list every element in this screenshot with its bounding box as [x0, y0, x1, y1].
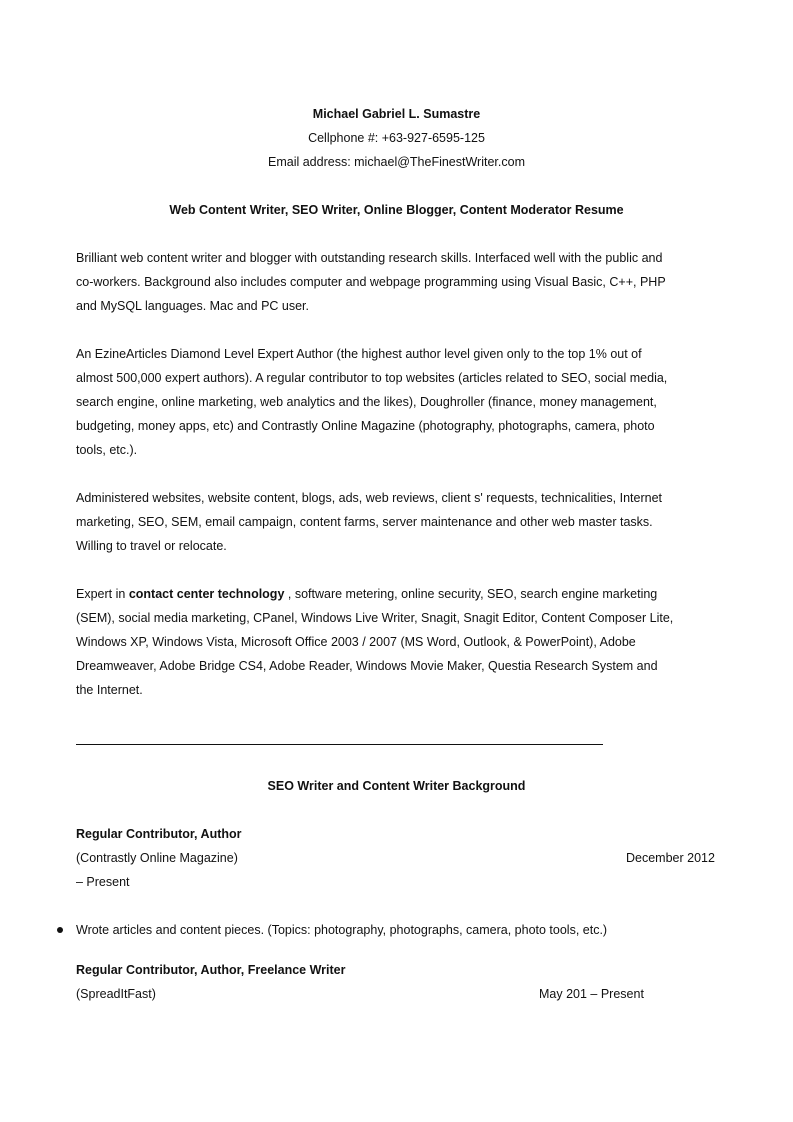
- job2-date: May 201 – Present: [539, 987, 644, 1001]
- summary-paragraph-3: [76, 486, 716, 558]
- email-line: Email address: michael@TheFinestWriter.com: [268, 155, 525, 169]
- job1-company: (Contrastly Online Magazine): [76, 851, 238, 865]
- summary-paragraph-2: [76, 342, 716, 462]
- summary-p1-line: Brilliant web content writer and blogger with outstanding research skills. Interfaced well with the public and: [76, 251, 663, 265]
- background-heading: SEO Writer and Content Writer Background: [267, 779, 526, 793]
- summary-p4-line: Windows XP, Windows Vista, Microsoft Office 2003 / 2007 (MS Word, Outlook, & PowerPoint), Adobe: [76, 635, 636, 649]
- summary-paragraph-4: [76, 582, 716, 702]
- resume-title: Web Content Writer, SEO Writer, Online Blogger, Content Moderator Resume: [169, 203, 624, 217]
- summary-p2-line: tools, etc.).: [76, 443, 138, 457]
- job1-date: December 2012: [626, 851, 715, 865]
- summary-paragraph-1: [76, 246, 716, 318]
- section-divider: [76, 744, 603, 745]
- summary-p1-line: co-workers. Background also includes computer and webpage programming using Visual Basic, C++, PHP: [76, 275, 666, 289]
- job1-bullet-text: Wrote articles and content pieces. (Topics: photography, photographs, camera, photo tools, etc.): [76, 923, 608, 937]
- summary-p3-line: marketing, SEO, SEM, email campaign, content farms, server maintenance and other web master tasks.: [76, 515, 653, 529]
- expert-prefix: Expert in: [76, 587, 129, 601]
- summary-p2-line: almost 500,000 expert authors). A regular contributor to top websites (articles related to SEO, social media,: [76, 371, 668, 385]
- summary-p1-line: and MySQL languages. Mac and PC user.: [76, 299, 310, 313]
- summary-p4-line: the Internet.: [76, 683, 143, 697]
- job2-title: Regular Contributor, Author, Freelance Writer: [76, 963, 346, 977]
- summary-p4-line: Dreamweaver, Adobe Bridge CS4, Adobe Reader, Windows Movie Maker, Questia Research System and: [76, 659, 658, 673]
- candidate-name: Michael Gabriel L. Sumastre: [312, 107, 481, 121]
- expert-rest: , software metering, online security, SEO, search engine marketing: [284, 587, 658, 601]
- summary-p2-line: budgeting, money apps, etc) and Contrastly Online Magazine (photography, photographs, camera, photo: [76, 419, 655, 433]
- job1-date-continued: – Present: [76, 875, 130, 889]
- phone-line: Cellphone #: +63-927-6595-125: [308, 131, 485, 145]
- bullet-icon: [57, 927, 63, 933]
- summary-p3-line: Administered websites, website content, blogs, ads, web reviews, client s' requests, technicalities, Internet: [76, 491, 663, 505]
- summary-p4-line: (SEM), social media marketing, CPanel, Windows Live Writer, Snagit, Snagit Editor, Content Composer Lite,: [76, 611, 674, 625]
- job2-company: (SpreadItFast): [76, 987, 156, 1001]
- summary-p3-line: Willing to travel or relocate.: [76, 539, 227, 553]
- job1-title: Regular Contributor, Author: [76, 827, 242, 841]
- expert-highlight: contact center technology: [128, 587, 285, 601]
- summary-p2-line: An EzineArticles Diamond Level Expert Author (the highest author level given only to the top 1% out of: [76, 347, 642, 361]
- summary-p4-first-line: [76, 582, 716, 606]
- summary-p2-line: search engine, online marketing, web analytics and the likes), Doughroller (finance, money management,: [76, 395, 657, 409]
